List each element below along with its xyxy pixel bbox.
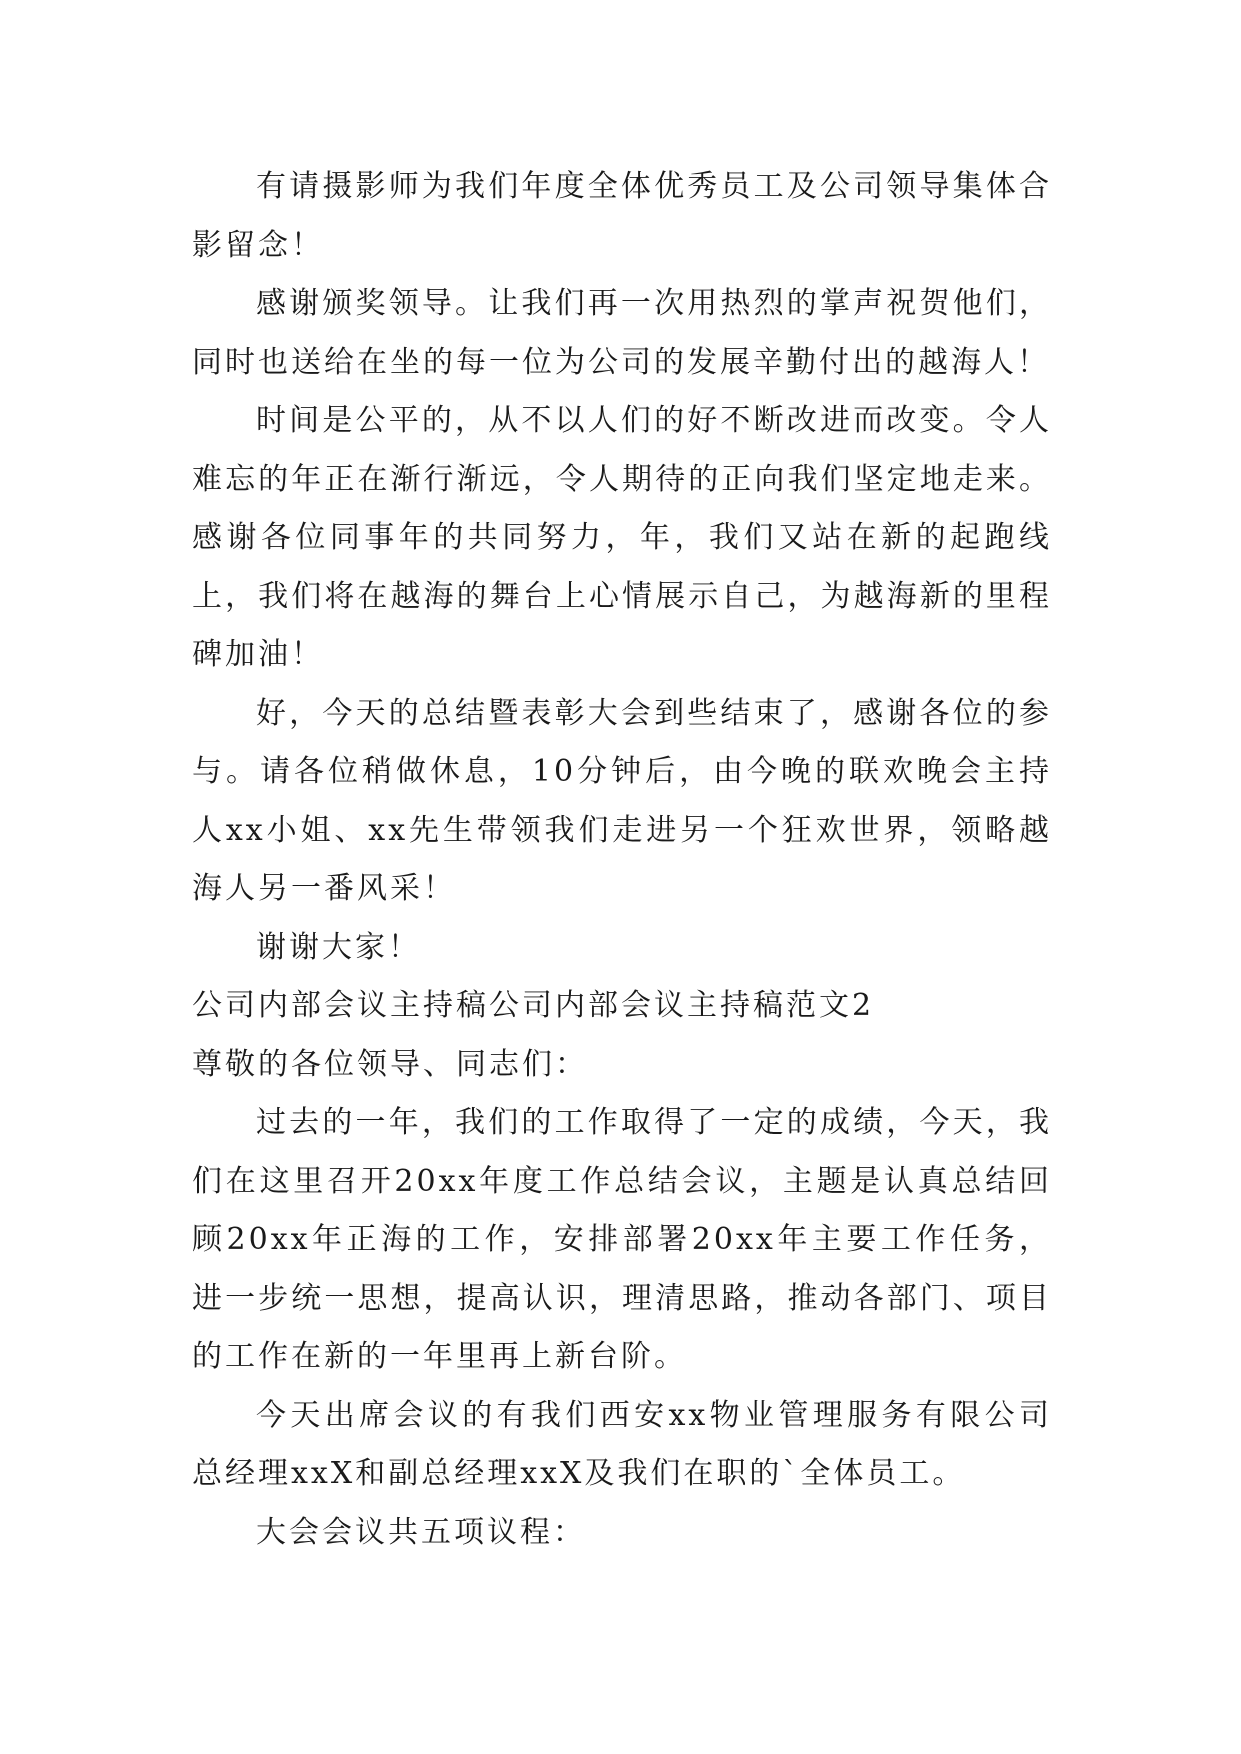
paragraph: 谢谢大家！ [256, 929, 421, 965]
paragraph: 今天出席会议的有我们西安xx物业管理服务有限公司总经理xxX和副总经理xxX及我们在职的`全体员工。 [192, 1397, 1052, 1491]
paragraph: 感谢颁奖领导。让我们再一次用热烈的掌声祝贺他们，同时也送给在坐的每一位为公司的发展辛勤付出的越海人！ [192, 286, 1052, 380]
paragraph: 好，今天的总结暨表彰大会到些结束了，感谢各位的参与。请各位稍做休息，10分钟后，由今晚的联欢晚会主持人xx小姐、xx先生带领我们走进另一个狂欢世界，领略越海人另一番风采！ [192, 695, 1052, 906]
paragraph: 大会会议共五项议程： [256, 1514, 586, 1550]
section-title: 公司内部会议主持稿公司内部会议主持稿范文2 [192, 988, 875, 1023]
paragraph: 过去的一年，我们的工作取得了一定的成绩，今天，我们在这里召开20xx年度工作总结会议，主题是认真总结回顾20xx年正海的工作，安排部署20xx年主要工作任务，进一步统一思想，提高认识，理清思路，推动各部门、项目的工作在新的一年里再上新台阶。 [192, 1105, 1052, 1374]
salutation: 尊敬的各位领导、同志们： [192, 1046, 588, 1082]
document-body [192, 158, 1052, 1562]
paragraph: 有请摄影师为我们年度全体优秀员工及公司领导集体合影留念！ [192, 169, 1052, 263]
paragraph: 时间是公平的，从不以人们的好不断改进而改变。令人难忘的年正在渐行渐远，令人期待的正向我们坚定地走来。感谢各位同事年的共同努力，年，我们又站在新的起跑线上，我们将在越海的舞台上心情展示自己，为越海新的里程碑加油！ [192, 403, 1052, 672]
